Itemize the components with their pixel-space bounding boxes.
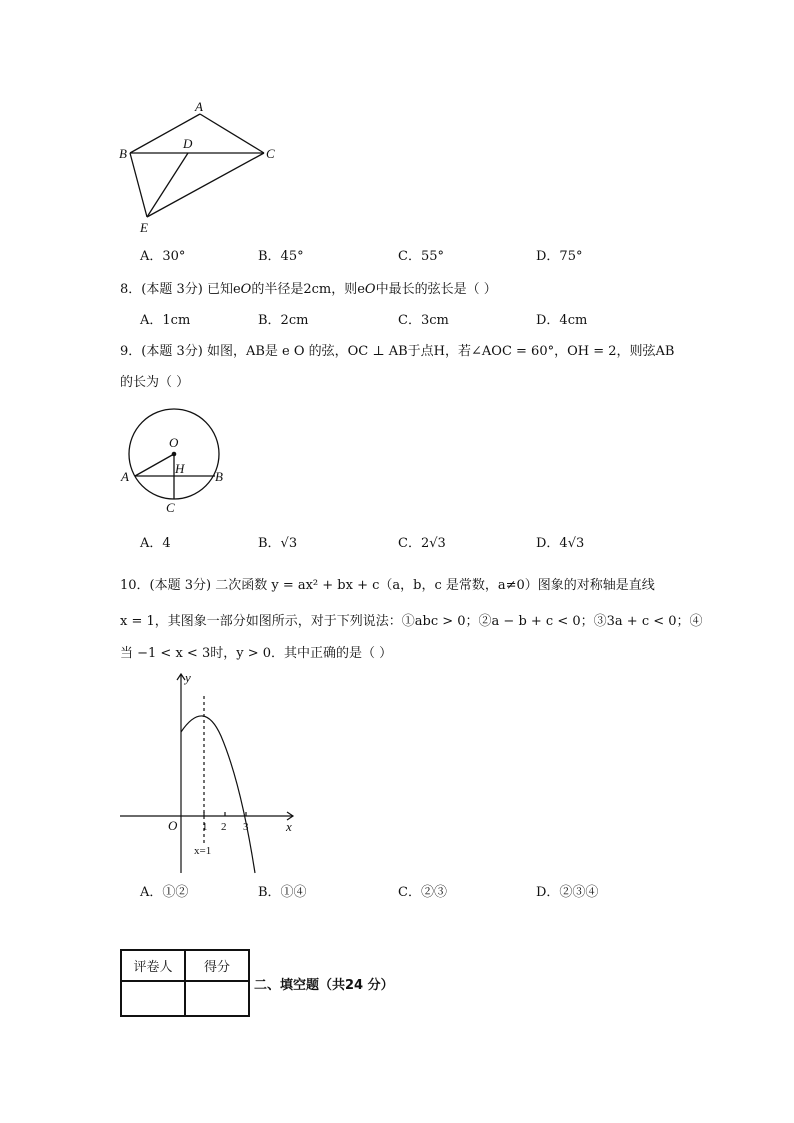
origin-label: O [168, 818, 178, 833]
parabola-figure [115, 668, 305, 878]
label-O: O [169, 435, 179, 450]
q8-o: O [240, 282, 252, 297]
label-A: A [195, 99, 203, 114]
q10-option-b[interactable]: B．①④ [258, 885, 307, 900]
circle-figure [115, 400, 235, 518]
q8-prefix: 8．(本题 3分) 已知 [120, 282, 233, 297]
label-C: C [166, 500, 175, 515]
q8-option-b[interactable]: B．2cm [258, 313, 309, 328]
q10-option-d[interactable]: D．②③④ [536, 885, 599, 900]
reviewer-header: 评卷人 [121, 950, 185, 981]
q9-option-a[interactable]: A．4 [140, 536, 171, 551]
axis-x-label: x [286, 819, 292, 834]
tick-1: 1 [202, 821, 208, 833]
q7-option-d[interactable]: D．75° [536, 249, 583, 264]
axis-of-symmetry-label: x=1 [194, 845, 212, 857]
q10-option-c[interactable]: C．②③ [398, 885, 447, 900]
q8-suffix: 中最长的弦长是（ ） [375, 282, 497, 297]
q8-o-2: O [364, 282, 376, 297]
q7-option-a[interactable]: A．30° [140, 249, 186, 264]
q8-mid: 的半径是2cm，则 [251, 282, 358, 297]
q8-option-c[interactable]: C．3cm [398, 313, 449, 328]
q10-question-line1: 10．(本题 3分) 二次函数 y = ax² + bx + c（a，b，c 是常数，a≠0）图象的对称轴是直线 [120, 578, 655, 593]
q10-option-a[interactable]: A．①② [140, 885, 189, 900]
label-C: C [266, 146, 275, 161]
q9-question-line2: 的长为（ ） [120, 375, 190, 390]
tick-3: 3 [243, 821, 249, 833]
reviewer-cell[interactable] [121, 981, 185, 1016]
tick-2: 2 [221, 821, 227, 833]
section-title: 二、填空题（共24 分） [254, 978, 394, 993]
q10-question-line3: 当 −1 < x < 3时，y > 0．其中正确的是（ ） [120, 646, 393, 661]
score-table [120, 949, 250, 1017]
q7-option-b[interactable]: B．45° [258, 249, 304, 264]
q8-option-d[interactable]: D．4cm [536, 313, 588, 328]
axis-y-label: y [185, 670, 191, 685]
q9-option-b[interactable]: B．√3 [258, 536, 298, 551]
score-header: 得分 [185, 950, 249, 981]
q9-option-c[interactable]: C．2√3 [398, 536, 446, 551]
q9-question-line1: 9．(本题 3分) 如图，AB是 e O 的弦，OC ⊥ AB于点H，若∠AOC = 60°，OH = 2，则弦AB [120, 344, 675, 359]
label-A: A [121, 469, 129, 484]
q8-question [120, 281, 497, 299]
q7-option-c[interactable]: C．55° [398, 249, 444, 264]
score-cell[interactable] [185, 981, 249, 1016]
q8-option-a[interactable]: A．1cm [140, 313, 191, 328]
label-E: E [140, 220, 148, 235]
label-D: D [183, 136, 193, 151]
q8-circle-symbol-2: e [357, 282, 365, 297]
q10-question-line2: x = 1，其图象一部分如图所示，对于下列说法：①abc > 0；②a − b + c < 0；③3a + c < 0；④ [120, 614, 703, 629]
q9-option-d[interactable]: D．4√3 [536, 536, 585, 551]
label-H: H [175, 461, 185, 476]
label-B: B [119, 146, 127, 161]
triangle-figure [110, 95, 290, 240]
q8-circle-symbol: e [232, 282, 241, 297]
label-B: B [215, 469, 223, 484]
